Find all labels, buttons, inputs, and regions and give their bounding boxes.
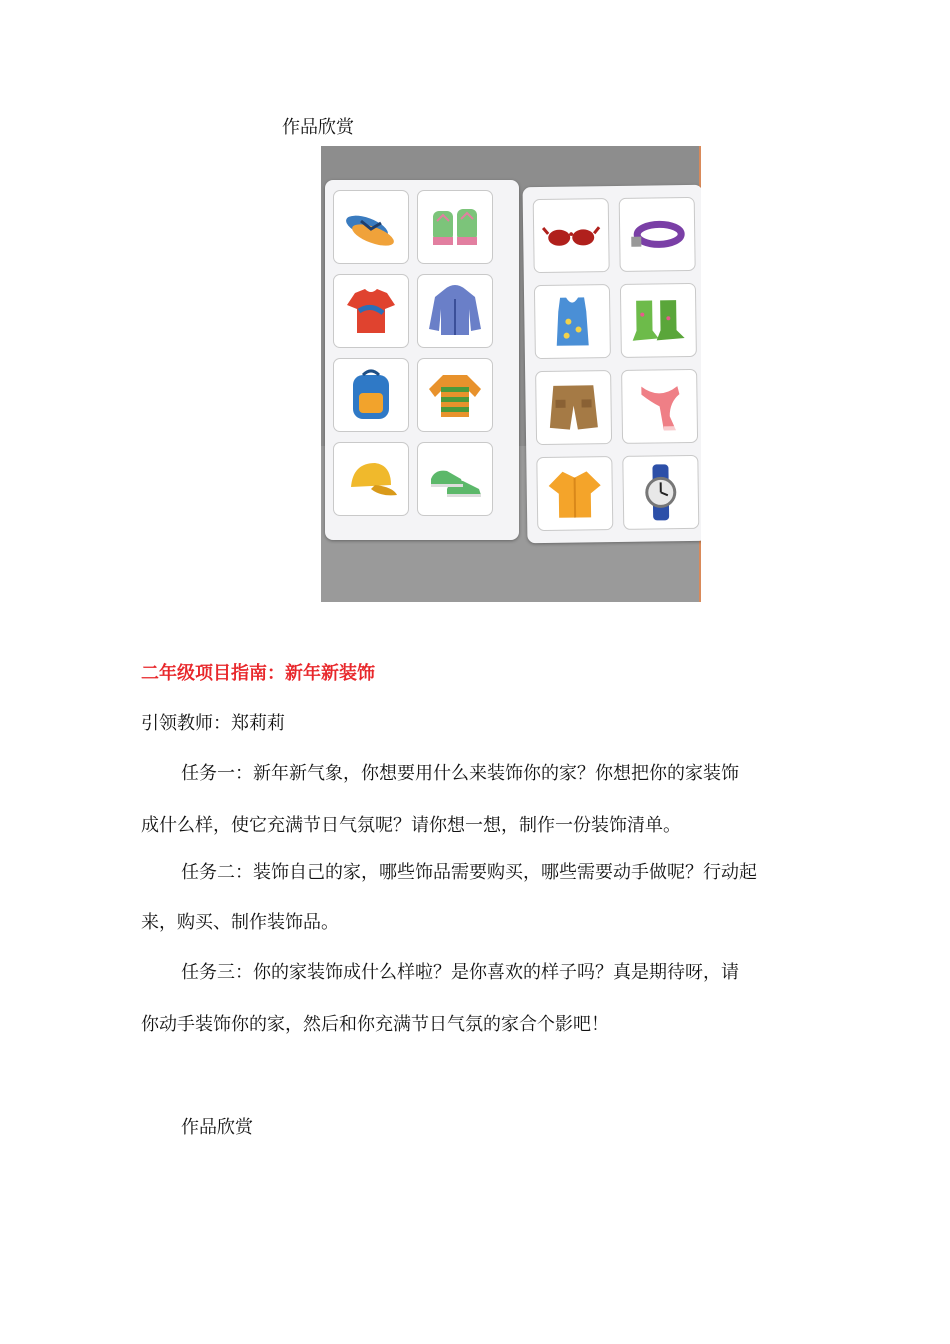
task3-line2: 你动手装饰你的家，然后和你充满节日气氛的家合个影吧！ <box>141 1014 609 1035</box>
watch-icon <box>622 455 699 530</box>
section-heading: 二年级项目指南：新年新装饰 <box>141 663 375 684</box>
bottom-caption: 作品欣赏 <box>181 1117 253 1138</box>
task2-line1: 任务二：装饰自己的家，哪些饰品需要购买，哪些需要动手做呢？行动起 <box>181 862 757 883</box>
teacher-line: 引领教师：郑莉莉 <box>141 713 285 734</box>
clothing-cards-photo <box>321 146 701 602</box>
task3-line1: 任务三：你的家装饰成什么样啦？是你喜欢的样子吗？真是期待呀，请 <box>181 962 739 983</box>
sneakers-icon <box>417 442 493 516</box>
gloves-icon <box>417 190 493 264</box>
task2-line2: 来，购买、制作装饰品。 <box>141 912 339 933</box>
top-caption: 作品欣赏 <box>282 117 354 138</box>
shorts-icon <box>535 370 612 445</box>
boots-icon <box>620 283 697 358</box>
right-card-board <box>523 185 701 543</box>
shirt-icon <box>536 456 613 531</box>
task1-line2: 成什么样，使它充满节日气氛呢？请你想一想，制作一份装饰清单。 <box>141 815 681 836</box>
left-card-board <box>325 180 519 540</box>
tshirt-icon <box>333 274 409 348</box>
backpack-icon <box>333 358 409 432</box>
sweater-icon <box>417 358 493 432</box>
flip-flops-icon <box>333 190 409 264</box>
cap-icon <box>333 442 409 516</box>
task1-line1: 任务一：新年新气象，你想要用什么来装饰你的家？你想把你的家装饰 <box>181 763 739 784</box>
hoodie-icon <box>417 274 493 348</box>
scarf-icon <box>621 369 698 444</box>
belt-icon <box>619 197 696 272</box>
sunglasses-icon <box>533 198 610 273</box>
tank-top-icon <box>534 284 611 359</box>
